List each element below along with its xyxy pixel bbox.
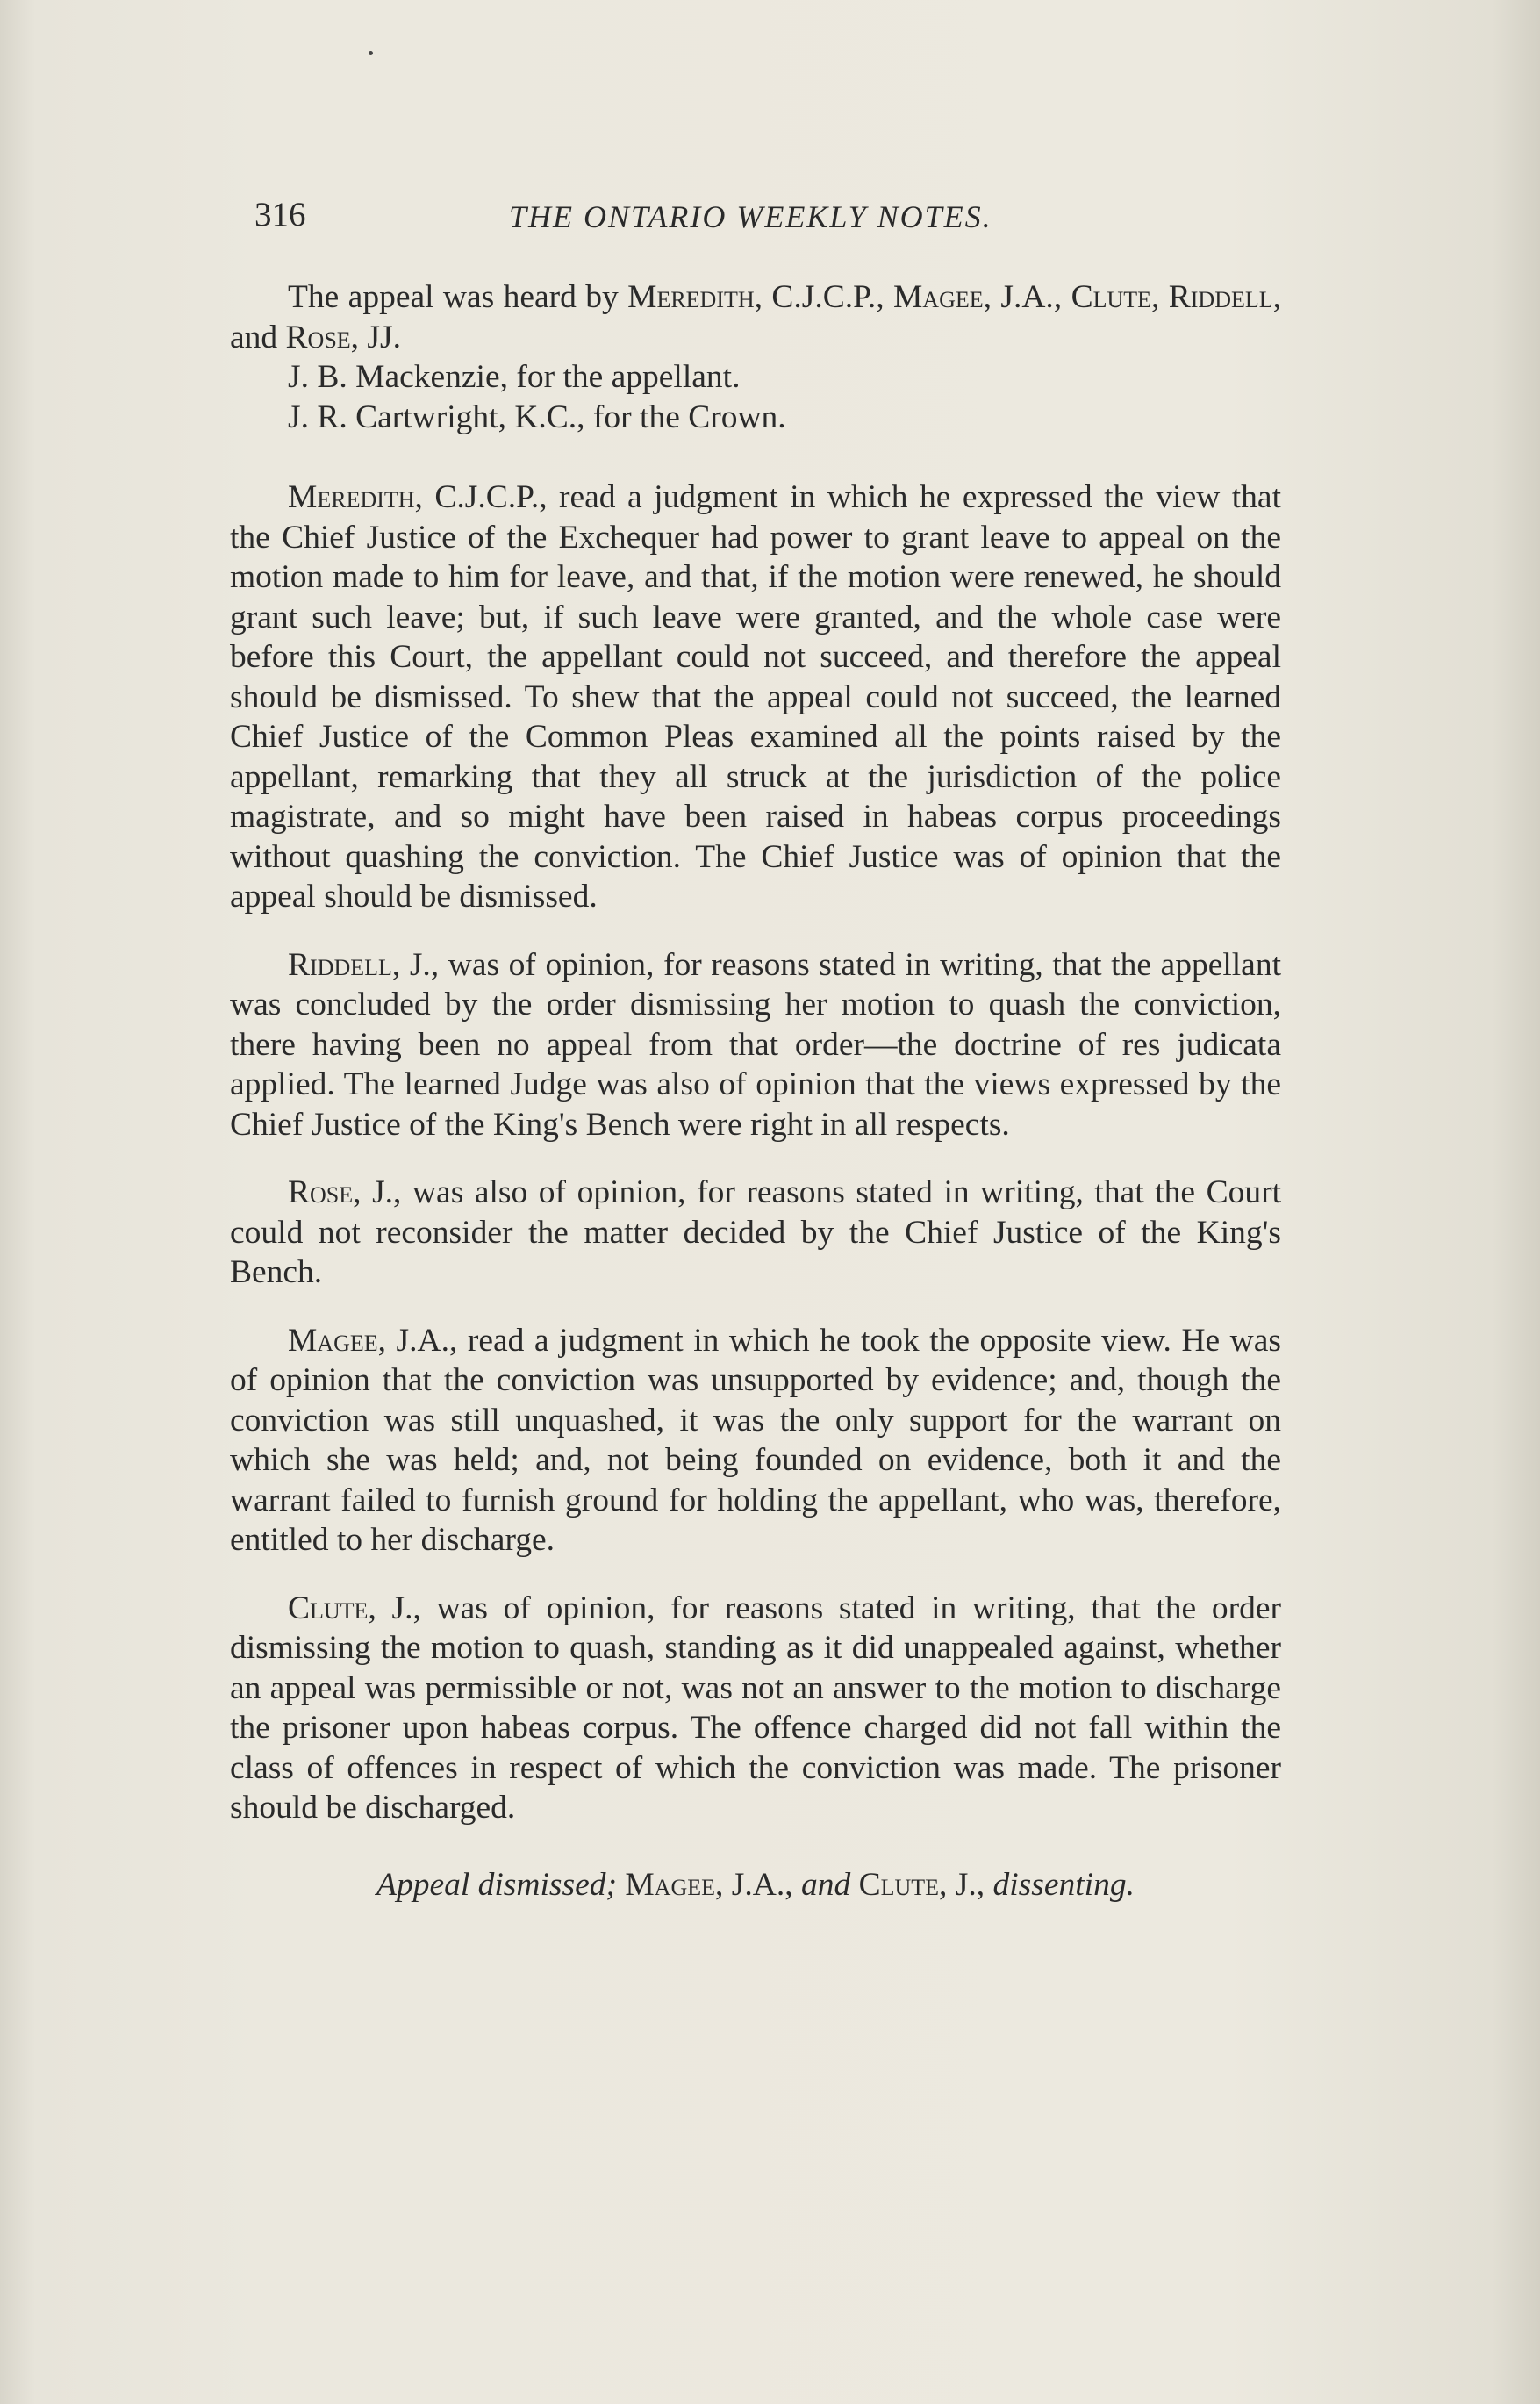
hearing-text: , JJ. <box>350 319 401 355</box>
judgment-text: , J.A., read a judgment in which he took the opposite view. He was of opinion that the conviction was unsupported by evidence; and, though the conviction was still unquashed, it was the only support for the warrant on which she was held; and, not being founded on evidence, both it and the warrant failed to furnish ground for holding the appellant, who was, therefore, entitled to her discharge. <box>230 1322 1281 1558</box>
counsel-appellant: J. B. Mackenzie, for the appellant. <box>288 359 741 395</box>
judge-name: Rose <box>288 1174 354 1210</box>
judgment-text: , C.J.C.P., read a judgment in which he expressed the view that the Chief Justice of the Exchequer had power to grant leave to appeal on the motion made to him for leave, and that, if the motion were renewed, he should grant such leave; but, if such leave were granted, and the whole case were before this Court, the appellant could not succeed, and therefore the appeal should be dismissed. To shew that the appeal could not succeed, the learned Chief Justice of the Common Pleas examined all the points raised by the appellant, remarking that they all struck at the jurisdiction of the police magistrate, and so might have been raised in habeas corpus proceedings without quashing the conviction. The Chief Justice was of opinion that the appeal should be dismissed. <box>230 479 1281 915</box>
counsel-crown: J. R. Cartwright, K.C., for the Crown. <box>288 398 786 435</box>
judgment-clute <box>230 1589 1281 1828</box>
result-text: Appeal dismissed; <box>376 1866 626 1903</box>
result-text: dissenting. <box>992 1866 1135 1903</box>
judge-name: Riddell <box>288 946 392 983</box>
hearing-text: The appeal was heard by <box>288 279 628 315</box>
judge-name: Rose <box>285 319 351 355</box>
result-text: , J., <box>939 1866 993 1903</box>
hearing-text: , J.A., <box>983 279 1071 315</box>
hearing-text: , C.J.C.P., <box>754 279 893 315</box>
result-text: , J.A., <box>715 1866 801 1903</box>
judgment-text: , J., was also of opinion, for reasons stated in writing, that the Court could not reconsider the matter decided by the Chief Justice of the King's Bench. <box>230 1174 1281 1290</box>
hearing-text: , <box>1151 279 1169 315</box>
judge-name: Magee <box>892 279 984 315</box>
judge-name: Meredith <box>288 479 415 515</box>
judge-name: Clute <box>1071 279 1151 315</box>
judge-name: Magee <box>625 1866 716 1903</box>
judge-name: Riddell <box>1168 279 1273 315</box>
judgment-rose <box>230 1173 1281 1293</box>
judgment-meredith <box>230 477 1281 917</box>
document-body <box>230 277 1281 1905</box>
judge-name: Clute <box>288 1590 369 1626</box>
hearing-paragraph <box>230 277 1281 357</box>
page-header <box>254 195 1281 248</box>
result-line <box>230 1865 1281 1905</box>
judge-name: Magee <box>288 1322 378 1359</box>
running-title: THE ONTARIO WEEKLY NOTES. <box>509 199 992 234</box>
judge-name: Meredith <box>627 279 755 315</box>
judgment-text: , J., was of opinion, for reasons stated in writing, that the order dismissing the motion to quash, standing as it did unappealed against, whether an appeal was permissible or not, was not an answer to the motion to discharge the prisoner upon habeas corpus. The offence charged did not fall within the class of offences in respect of which the conviction was made. The prisoner should be discharged. <box>230 1590 1281 1826</box>
judgment-riddell <box>230 945 1281 1145</box>
judgment-magee <box>230 1321 1281 1561</box>
page-speck <box>369 51 373 55</box>
result-text: and <box>800 1866 859 1903</box>
hearing-text: , and <box>230 279 1281 355</box>
page-number: 316 <box>254 196 306 233</box>
judgment-text: , J., was of opinion, for reasons stated in writing, that the appellant was concluded by the order dismissing her motion to quash the conviction, there having been no appeal from that order—the doctrine of res judicata applied. The learned Judge was also of opinion that the views expressed by the Chief Justice of the King's Bench were right in all respects. <box>230 946 1281 1143</box>
judge-name: Clute <box>858 1866 940 1903</box>
